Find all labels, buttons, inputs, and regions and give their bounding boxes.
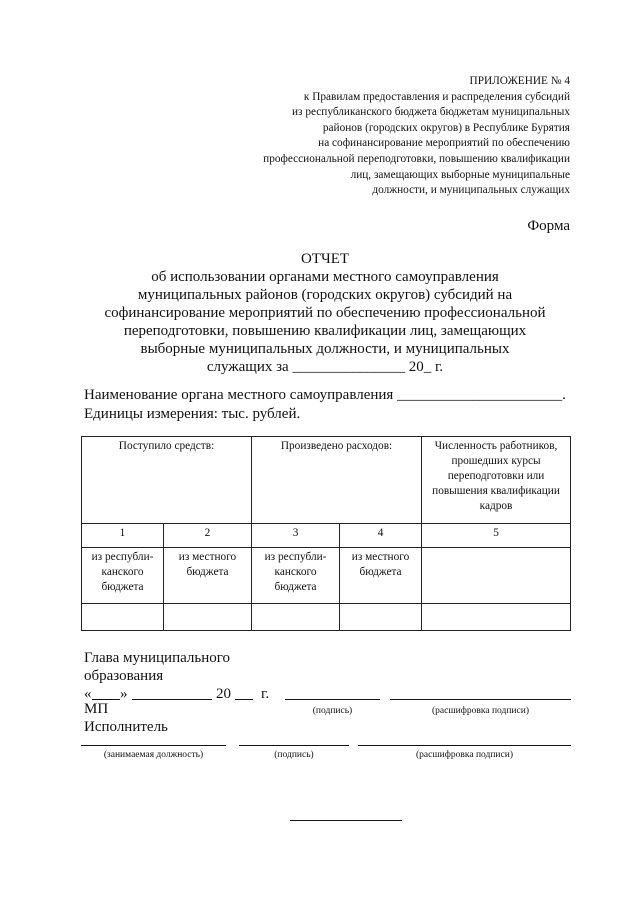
report-title-line: служащих за _______________ 20_ г. — [206, 359, 444, 375]
organ-name-line: Наименование органа местного самоуправления ______________________. — [84, 387, 566, 403]
executor-position-caption: (занимаемая должность) — [103, 750, 204, 760]
appendix-line: районов (городских округов) в Республике Бурятия — [322, 121, 570, 134]
column-number: 3 — [252, 524, 340, 548]
header-spent: Произведено расходов: — [252, 437, 422, 524]
table-data-row — [82, 604, 571, 631]
report-title-line: муниципальных районов (городских округов) субсидий на — [137, 287, 513, 303]
head-decode-caption: (расшифровка подписи) — [432, 706, 529, 716]
sub-local-received: из местного бюджета — [164, 548, 252, 604]
report-title-line: ОТЧЕТ — [300, 251, 350, 267]
table-cell-empty[interactable] — [340, 604, 422, 631]
appendix-line: из республиканского бюджета бюджетам муниципальных — [291, 106, 570, 119]
table-cell-empty — [422, 548, 571, 604]
form-label: Форма — [527, 218, 570, 234]
table-cell-empty[interactable] — [164, 604, 252, 631]
head-signature-decode-line[interactable] — [390, 699, 571, 700]
column-number: 1 — [82, 524, 164, 548]
appendix-header — [210, 74, 570, 199]
report-meta — [84, 386, 566, 424]
quote-close: » — [120, 686, 128, 702]
appendix-line: профессиональной переподготовки, повышению квалификации — [263, 152, 570, 165]
report-title-line: софинансирование мероприятий по обеспечению профессиональной — [104, 305, 546, 321]
head-title-line: Глава муниципального — [84, 650, 231, 666]
executor-position-line[interactable] — [81, 745, 226, 746]
head-title-line: образования — [84, 668, 164, 684]
executor-decode-caption: (расшифровка подписи) — [416, 750, 513, 760]
stamp-mark: МП — [84, 701, 109, 717]
report-title-line: переподготовки, повышению квалификации лиц, замещающих — [123, 323, 527, 339]
column-number: 2 — [164, 524, 252, 548]
year-suffix: г. — [261, 686, 270, 702]
executor-signature-line[interactable] — [239, 745, 349, 746]
appendix-number: ПРИЛОЖЕНИЕ № 4 — [469, 75, 570, 87]
table-cell-empty[interactable] — [422, 604, 571, 631]
executor-decode-line[interactable] — [358, 745, 571, 746]
head-of-municipality-title — [84, 649, 230, 685]
table-header-row — [82, 437, 571, 524]
table-cell-empty[interactable] — [252, 604, 340, 631]
executor-signature-caption: (подпись) — [274, 750, 314, 760]
appendix-line: к Правилам предоставления и распределения субсидий — [303, 90, 570, 103]
sub-local-spent: из местного бюджета — [340, 548, 422, 604]
units-line: Единицы измерения: тыс. рублей. — [84, 406, 301, 422]
executor-label: Исполнитель — [84, 719, 168, 735]
table-number-row — [82, 524, 571, 548]
column-number: 5 — [422, 524, 571, 548]
appendix-line: на софинансирование мероприятий по обеспечению — [318, 137, 570, 150]
year-prefix: 20 — [216, 686, 231, 702]
report-title — [90, 250, 560, 376]
report-title-line: выборные муниципальных должности, и муниципальных — [140, 341, 510, 357]
report-table — [81, 436, 571, 631]
table-subheader-row — [82, 548, 571, 604]
appendix-line: должности, и муниципальных служащих — [372, 184, 570, 197]
column-number: 4 — [340, 524, 422, 548]
sub-republican-spent: из республи-канского бюджета — [252, 548, 340, 604]
sub-republican-received: из республи-канского бюджета — [82, 548, 164, 604]
month-field-line[interactable] — [132, 699, 212, 700]
header-staff-count: Численность работников, прошедших курсы переподготовки или повышения квалификации кадров — [422, 437, 571, 524]
year-field-line[interactable] — [235, 699, 253, 700]
bottom-separator — [290, 820, 402, 821]
header-received: Поступило средств: — [82, 437, 252, 524]
quote-open: « — [84, 686, 92, 702]
head-signature-caption: (подпись) — [312, 706, 353, 716]
report-title-line: об использовании органами местного самоуправления — [151, 269, 499, 285]
appendix-line: лиц, замещающих выборные муниципальные — [350, 168, 570, 181]
head-signature-line[interactable] — [285, 699, 380, 700]
table-cell-empty[interactable] — [82, 604, 164, 631]
